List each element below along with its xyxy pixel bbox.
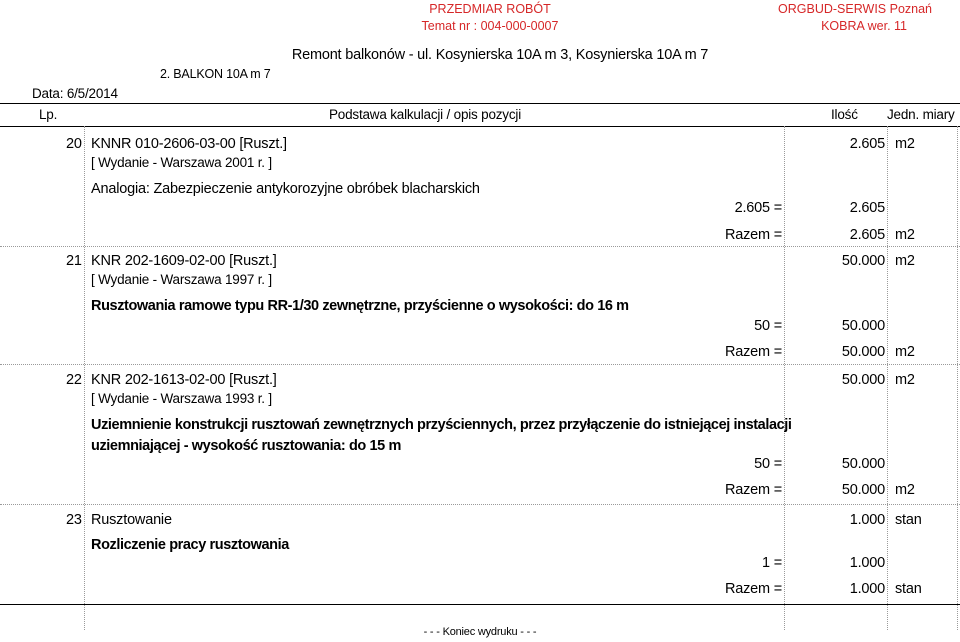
calc-expression: 50 = <box>754 456 782 472</box>
total-unit: m2 <box>895 344 915 360</box>
topic-number: Temat nr : 004-000-0007 <box>421 19 559 33</box>
column-header-quantity: Ilość <box>831 107 858 122</box>
column-separator <box>784 126 785 630</box>
total-value: 50.000 <box>841 482 885 498</box>
column-separator <box>887 126 888 630</box>
item-quantity: 2.605 <box>849 136 885 152</box>
print-date: Data: 6/5/2014 <box>32 86 118 101</box>
item-number: 20 <box>66 136 82 152</box>
calc-value: 50.000 <box>841 456 885 472</box>
catalog-edition: [ Wydanie - Warszawa 1993 r. ] <box>91 391 272 406</box>
item-quantity: 50.000 <box>841 253 885 269</box>
item-description: Analogia: Zabezpieczenie antykorozyjne obróbek blacharskich <box>91 181 480 197</box>
total-unit: stan <box>895 581 922 597</box>
calc-value: 1.000 <box>849 555 885 571</box>
total-value: 50.000 <box>841 344 885 360</box>
total-unit: m2 <box>895 227 915 243</box>
item-unit: stan <box>895 512 922 528</box>
calc-value: 2.605 <box>849 200 885 216</box>
item-unit: m2 <box>895 136 915 152</box>
item-quantity: 50.000 <box>841 372 885 388</box>
item-unit: m2 <box>895 253 915 269</box>
total-label: Razem = <box>724 482 782 498</box>
column-separator <box>957 126 958 630</box>
row-separator <box>0 246 960 247</box>
header-top-rule <box>0 103 960 104</box>
item-description-line-2: uziemniającej - wysokość rusztowania: do 15 m <box>91 438 401 454</box>
item-description: Rozliczenie pracy rusztowania <box>91 537 289 553</box>
section-title: 2. BALKON 10A m 7 <box>160 67 271 81</box>
item-description-line-1: Uziemnienie konstrukcji rusztowań zewnętrznych przyściennych, przez przyłączenie do istniejącej instalacji <box>91 417 792 433</box>
total-label: Razem = <box>724 581 782 597</box>
total-label: Razem = <box>724 344 782 360</box>
column-header-description: Podstawa kalkulacji / opis pozycji <box>328 107 522 122</box>
item-number: 21 <box>66 253 82 269</box>
catalog-edition: [ Wydanie - Warszawa 1997 r. ] <box>91 272 272 287</box>
company-name: ORGBUD-SERWIS Poznań <box>778 2 932 16</box>
total-value: 2.605 <box>849 227 885 243</box>
project-title: Remont balkonów - ul. Kosynierska 10A m 3, Kosynierska 10A m 7 <box>291 47 709 63</box>
item-code: Rusztowanie <box>91 512 172 528</box>
calc-expression: 1 = <box>762 555 782 571</box>
catalog-code: KNR 202-1613-02-00 [Ruszt.] <box>91 372 277 388</box>
header-bottom-rule <box>0 126 960 127</box>
calc-value: 50.000 <box>841 318 885 334</box>
column-separator <box>84 126 85 630</box>
column-header-lp: Lp. <box>39 107 58 122</box>
catalog-edition: [ Wydanie - Warszawa 2001 r. ] <box>91 155 272 170</box>
item-quantity: 1.000 <box>849 512 885 528</box>
catalog-code: KNR 202-1609-02-00 [Ruszt.] <box>91 253 277 269</box>
catalog-code: KNNR 010-2606-03-00 [Ruszt.] <box>91 136 287 152</box>
row-separator <box>0 504 960 505</box>
total-label: Razem = <box>724 227 782 243</box>
calc-expression: 2.605 = <box>734 200 782 216</box>
program-version: KOBRA wer. 11 <box>821 19 907 33</box>
row-separator <box>0 364 960 365</box>
end-of-print: - - - Koniec wydruku - - - <box>423 626 537 638</box>
column-header-unit: Jedn. miary <box>887 107 955 122</box>
table-bottom-rule <box>0 604 960 605</box>
total-value: 1.000 <box>849 581 885 597</box>
item-unit: m2 <box>895 372 915 388</box>
document-type: PRZEDMIAR ROBÓT <box>429 2 551 16</box>
calc-expression: 50 = <box>754 318 782 334</box>
item-number: 22 <box>66 372 82 388</box>
item-number: 23 <box>66 512 82 528</box>
total-unit: m2 <box>895 482 915 498</box>
item-description: Rusztowania ramowe typu RR-1/30 zewnętrzne, przyścienne o wysokości: do 16 m <box>91 298 629 314</box>
